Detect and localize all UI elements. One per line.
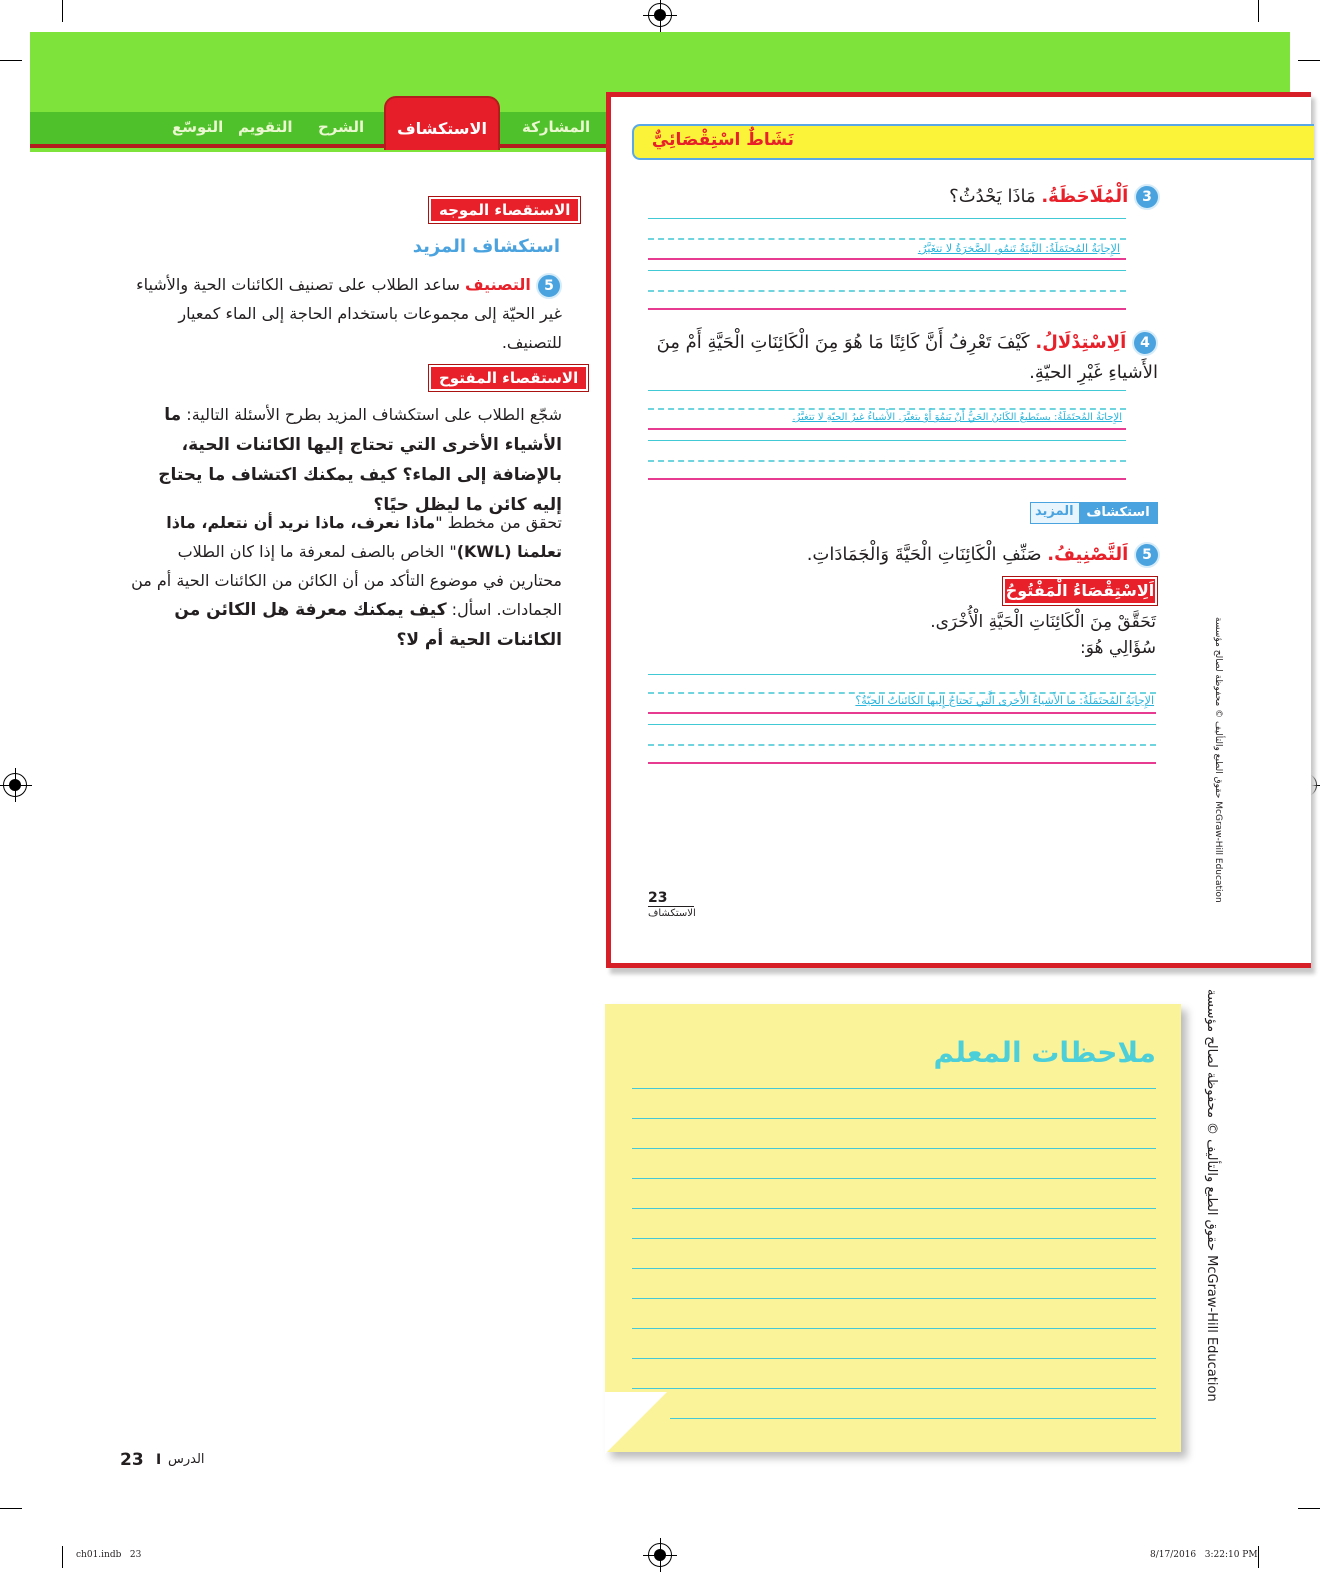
crop-mark — [1258, 1546, 1259, 1568]
notes-line — [632, 1208, 1156, 1209]
question-5-answer: الإِجابَةُ المُحتَمَلَةُ: ما الأَشياءُ الأُخرى الَّتي تَحتاجُ إِليها الكائناتُ الحيّةُ؟ — [855, 694, 1154, 707]
answer-line — [648, 270, 1126, 271]
my-question-label: سُؤَالِي هُوَ: — [1080, 638, 1156, 658]
answer-line — [648, 440, 1126, 441]
tab-evaluate[interactable]: التقويم — [238, 118, 293, 136]
answer-line — [648, 308, 1126, 310]
open-inquiry-label: الاستقصاء المفتوح — [428, 364, 589, 392]
footer-page-number: 23 — [120, 1450, 144, 1470]
page-number-rule — [648, 906, 694, 907]
teacher-notes-card — [605, 1004, 1181, 1452]
student-page — [606, 92, 1311, 968]
open-inquiry-questions: ما الأشياء الأخرى التي تحتاج إليها الكائنات الحية، بالإضافة إلى الماء؟ كيف يمكنك اكتشاف ما يحتاج إليه كائن ما ليظل حيًا؟ — [158, 405, 562, 515]
activity-title: نَشَاطٌ اسْتِقْصَائِيٌّ — [651, 130, 794, 150]
registration-mark-icon — [3, 773, 27, 797]
answer-line — [648, 674, 1156, 675]
question-5-number: 5 — [1134, 542, 1160, 568]
open-inquiry-student-label: اَلِاسْتِقْصَاءُ الْمَفْتُوحُ — [1002, 576, 1158, 606]
answer-line — [648, 290, 1126, 292]
crop-mark — [0, 1508, 22, 1509]
crop-mark — [0, 60, 22, 61]
crop-mark — [1298, 60, 1320, 61]
check-line: تَحَقَّقْ مِنَ الْكَائِنَاتِ الْحَيَّةِ الْأُخْرَى. — [930, 612, 1156, 632]
notes-line — [632, 1298, 1156, 1299]
answer-line — [648, 238, 1126, 240]
guided-inquiry-label: الاستقصاء الموجه — [428, 196, 581, 224]
question-3-answer: الإِجابَةُ المُحتَمَلَةُ: النَّبتَةُ تَنمُو، الصَّخرَةُ لا تتغَيَّرُ. — [917, 242, 1120, 255]
explore-more-suffix: المزيد — [1035, 504, 1074, 519]
answer-line — [648, 478, 1126, 480]
answer-line — [648, 218, 1126, 219]
notes-line — [632, 1088, 1156, 1089]
tab-explain[interactable]: الشرح — [318, 118, 365, 136]
question-5-keyword: اَلتَّصْنِيفُ. — [1047, 544, 1129, 565]
question-3-number: 3 — [1134, 184, 1160, 210]
crop-mark — [62, 0, 63, 22]
answer-line — [648, 460, 1126, 462]
kwl-paragraph — [128, 508, 562, 655]
footer-separator: I — [156, 1452, 162, 1468]
answer-line — [648, 408, 1126, 410]
crop-mark — [62, 1546, 63, 1568]
tab-extend[interactable]: التوسّع — [172, 118, 224, 136]
student-page-section: الاستكشاف — [648, 908, 696, 919]
open-inquiry-intro: شجّع الطلاب على استكشاف المزيد بطرح الأسئلة التالية: — [186, 405, 562, 424]
item-number-badge: 5 — [536, 273, 562, 299]
question-5-text: صَنِّفِ الْكَائِنَاتِ الْحَيَّةَ وَالْجَمَادَاتِ. — [806, 544, 1042, 565]
answer-line — [648, 744, 1156, 746]
crop-mark — [1298, 1508, 1320, 1509]
side-credit: حقوق الطبع والتأليف © محفوظة لصالح مؤسسة McGraw-Hill Education — [1204, 989, 1219, 1402]
open-inquiry-paragraph — [134, 400, 562, 520]
footer-lesson: الدرس — [168, 1452, 205, 1467]
notes-line — [670, 1418, 1156, 1419]
question-4 — [648, 328, 1158, 388]
notes-line — [632, 1178, 1156, 1179]
crop-mark — [1258, 0, 1259, 22]
teacher-notes-title: ملاحظات المعلم — [933, 1036, 1156, 1069]
answer-line — [648, 390, 1126, 391]
notes-line — [632, 1388, 1156, 1389]
classify-keyword: التصنيف — [465, 275, 531, 294]
explore-more-heading: استكشاف المزيد — [412, 236, 560, 257]
explore-more-badge — [1030, 502, 1158, 524]
classify-text: ساعد الطلاب على تصنيف الكائنات الحية والأشياء غير الحيّة إلى مجموعات باستخدام الحاجة إلى الماء كمعيار للتصنيف. — [136, 275, 562, 352]
notes-line — [632, 1358, 1156, 1359]
notes-line — [632, 1148, 1156, 1149]
notes-line — [632, 1238, 1156, 1239]
kwl-text-b: " الخاص بالصف لمعرفة ما إذا كان الطلاب محتارين في موضوع التأكد من أن الكائن من الكائنات الحية أم من الجمادات. اسأل: — [131, 542, 562, 619]
notes-line — [632, 1118, 1156, 1119]
activity-bar — [632, 124, 1314, 160]
question-4-keyword: اَلِاسْتِدْلَالُ. — [1035, 332, 1127, 353]
answer-line — [648, 762, 1156, 764]
notes-line — [632, 1328, 1156, 1329]
registration-mark-icon — [648, 3, 672, 27]
question-4-text: كَيْفَ تَعْرِفُ أَنَّ كَائِنًا مَا هُوَ مِنَ الْكَائِنَاتِ الْحَيَّةِ أَمْ مِنَ الأَشياءِ غَيْرِ الحيّةِ. — [656, 332, 1158, 383]
answer-line — [648, 724, 1156, 725]
tab-explore-active[interactable]: الاستكشاف — [384, 96, 500, 150]
question-4-answer: الإِجابَةُ المُحتَمَلَةُ: يستَطيعُ الكَائنُ الحَيُّ أَنْ يَنمُوَ أَوْ يتغيَّرَ. الأَشياءُ غيرُ الحيّةِ لا تتغيَّرُ. — [792, 412, 1122, 423]
explore-more-prefix: استكشاف — [1079, 503, 1157, 523]
answer-line — [648, 428, 1126, 430]
answer-line — [648, 712, 1156, 714]
kwl-chart-name: ماذا نعرف، ماذا نريد أن نتعلم، ماذا تعلمنا (KWL) — [166, 513, 562, 561]
registration-mark-icon — [648, 1543, 672, 1567]
footer-file: ch01.indb 23 — [76, 1550, 142, 1560]
question-3 — [640, 184, 1160, 210]
student-page-number: 23 — [648, 890, 668, 906]
question-4-number: 4 — [1132, 330, 1158, 356]
student-side-credit: حقوق الطبع والتأليف © محفوظة لصالح مؤسسة McGraw-Hill Education — [1213, 617, 1223, 903]
notes-line — [632, 1268, 1156, 1269]
question-3-text: مَاذَا يَحْدُثُ؟ — [949, 186, 1036, 207]
footer-timestamp: 8/17/2016 3:22:10 PM — [1150, 1550, 1258, 1560]
classify-paragraph — [134, 270, 562, 357]
kwl-question: كيف يمكنك معرفة هل الكائن من الكائنات الحية أم لا؟ — [174, 600, 562, 650]
kwl-text-a: تحقق من مخطط " — [435, 513, 562, 532]
answer-line — [648, 258, 1126, 260]
tab-engage[interactable]: المشاركة — [522, 118, 591, 136]
question-5 — [700, 542, 1160, 568]
question-3-keyword: اَلْمُلَاحَظَةُ. — [1041, 186, 1129, 207]
